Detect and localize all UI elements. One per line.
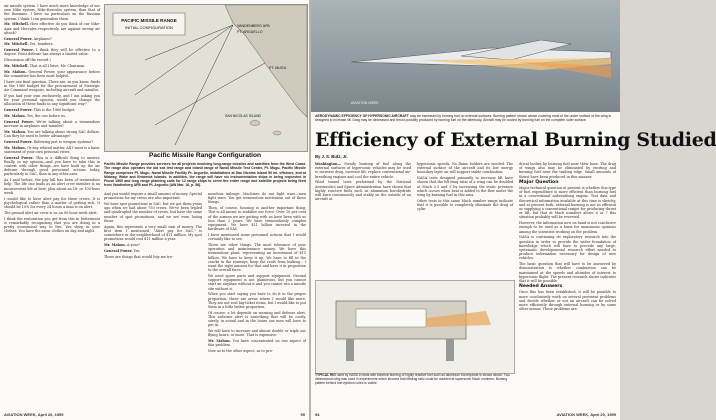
right-column-3 [519, 162, 616, 313]
map-legend-title: PACIFIC MISSILE RANGE [121, 18, 177, 23]
body-paragraph [4, 70, 100, 78]
photo-caption [315, 114, 615, 122]
paragraph-text: However, the information now on hand is not conclusive enough to be used as a basis for unanimous opinions among the scientists working on the problem. [519, 221, 616, 234]
speaker-name: Mr. Mahon. [4, 129, 27, 134]
right-footer: AVIATION WEEK, April 20, 1959 [556, 412, 616, 417]
range-map-figure [104, 4, 308, 152]
paragraph-text: air missile system. I have much more knowledge of our own Nike system, Nike-Hercules system, than that of the Russians. I have no particulars on the Russian system. I think I can generalize them. [4, 4, 100, 21]
test-rig-figure [315, 280, 515, 374]
body-paragraph [104, 255, 202, 259]
body-paragraph [208, 311, 306, 328]
body-paragraph [4, 140, 100, 144]
body-paragraph [4, 58, 100, 62]
paragraph-text: I have mentioned some personnel actions that I would certainly like to see. [208, 233, 306, 242]
body-paragraph [4, 108, 100, 112]
body-paragraph [315, 162, 411, 179]
body-paragraph [4, 211, 100, 215]
body-paragraph [4, 114, 100, 118]
paragraph-text: When you start saying you have to do it in the proper proportion, these are areas where I would like more. They are not real big-ticket items, but I would like to put them in a little better proportion. [208, 292, 306, 310]
speaker-name: General Power. [4, 108, 33, 113]
paragraph-text: I think they will be effective to a degree. Point defense has always a limited value. [4, 48, 101, 57]
paragraph-text: Other tests in this same Mach number range indicate that it is possible to completely eliminate the drag of cylin- [417, 198, 513, 212]
paragraph-text: These are things that would buy me tre- [104, 254, 174, 259]
map-legend-subtitle: INITIAL CONFIGURATION [125, 25, 173, 30]
body-paragraph [208, 339, 306, 347]
photo-caption-text: may be increased by burning fuel on external surfaces. Burning pattern shown above covering most of the under surface of the wing is designed to increase lift. Drag may be decreased and thrust possibly produced by burning fuel on the afterbody. Aircraft may be cooled by burning fuel on the complete outer surface. [315, 114, 612, 123]
speaker-name: General Power. [4, 119, 34, 124]
speaker-name: Mr. Mahon. [4, 145, 26, 150]
body-paragraph [519, 290, 616, 311]
paragraph-text: And you would require a small amount of money. Special promotions for my crews are also important. [104, 192, 202, 201]
section-heading: Major Question [519, 179, 559, 185]
speaker-name: General Power. [4, 155, 34, 160]
test-rig-caption-text: used by NASA in tests with external burning of highly reactive fuel such as aluminum borohydride is shown above. Two dimensional wing was used in experiments which showed that lift/drag ratio could be doubled at supersonic Mach numbers. Burning pattern behind fuel ejection holes is visible. [315, 373, 510, 386]
paragraph-text: NASA tests designed primarily to increase lift have shown that the lift drag ratio of a wing can be doubled at Mach 2.5 and 5 by increasing the static pressure which occurs when heat is added to the flow under the wing by burning fuel in this area. [417, 176, 513, 198]
speaker-name: Mr. Mahon. [208, 339, 231, 344]
paragraph-text: mendous mileage. Machines do not fight wars—men fight wars. You get tremendous motivation out of these things. [208, 192, 306, 205]
test-rig-illustration [316, 281, 514, 373]
body-paragraph [4, 37, 100, 41]
body-paragraph [315, 180, 411, 201]
paragraph-text: Now as to the other aspect, as to pro- [208, 349, 273, 354]
body-paragraph [4, 146, 100, 154]
body-paragraph [519, 235, 616, 260]
speaker-name: Washington— [315, 162, 341, 166]
speaker-name: Mr. Mitchell. [4, 22, 29, 27]
paragraph-text: Steady burning of fuel along the external surfaces of hypersonic vehicles may be used to increase drag, increase lift, replace conventional air-breathing engines and cool the entire vehicle. [315, 162, 412, 179]
body-paragraph [104, 225, 202, 242]
body-paragraph [417, 162, 513, 175]
body-paragraph [4, 64, 100, 68]
body-paragraph [104, 249, 202, 253]
body-paragraph [4, 4, 100, 21]
article-byline: By J. S. Butz, Jr. [315, 154, 348, 159]
speaker-name: General Power. [4, 48, 34, 53]
body-paragraph [4, 80, 100, 93]
paragraph-text: Of course, a lot depends on warning and defense alert. This airborne alert is something that will be costly, surely, in actual and in the hours our men will have to put in. [208, 310, 306, 328]
body-paragraph [4, 197, 100, 210]
paragraph-text: A year? [127, 243, 140, 248]
paragraph-text: (Discussion off the record.) [4, 58, 51, 63]
body-paragraph [4, 130, 100, 138]
paragraph-text: I think the restoration you get from this in betterment is remarkably recognizing that you are doing in a pretty economical way to live. You sleep in your clothes. You have the same clothes on day and night. [4, 216, 100, 234]
body-paragraph [4, 217, 100, 234]
map-label-san-nicolas: SAN NICOLAS ISLAND [225, 114, 261, 118]
paragraph-text: We need spare parts and support equipment. Ground support equipment is not glamorous, but you cannot start an airplane without it and you cannot run a missile site without it. [208, 274, 306, 291]
paragraph-text: I have one final question. There are, as you know, funds in the 1960 budget for the procurement of Strategic Air Command weapons, including aircraft and missiles. [4, 79, 100, 93]
paragraph-text: Then, of course, housing is another important thing. This is all meant to stabilize our force. Over 10 per cent of the airmen we are getting with us have been with us less than 2 years. We have tremendously complex equipment. We have $11 billion invested in the hardware of SAC. [208, 206, 306, 232]
speaker-name: Mr. Mitchell. [4, 42, 29, 47]
map-label-arguello: PT. ARGUELLO [237, 30, 263, 34]
paragraph-text: Yes. [133, 248, 141, 253]
body-paragraph [519, 221, 616, 234]
paragraph-text: How effective do you think of our Nike-Ajax and Hercules respectively are against enemy air attack? [4, 22, 100, 35]
paragraph-text: Yes, bombers. [29, 42, 54, 47]
paragraph-text: This is the 1960 budget. [33, 108, 76, 113]
paragraph-text: General Power, your appearance before the committee has been most helpful. [4, 69, 100, 78]
body-paragraph [208, 349, 306, 353]
body-paragraph [417, 176, 513, 197]
map-label-mugu: PT. MUGU [269, 66, 287, 70]
paragraph-text: Again, this represents a very small sum of money. The first item I mentioned, "Alert pay for SAC," is somewhere in the neighborhood of $11 million. My spot promotions would cost $11 million a year. [104, 224, 202, 242]
paragraph-text: That is all I have, Mr. Chairman. [29, 64, 86, 68]
photo-caption-lead: AERODYNAMIC EFFICIENCY OF HYPERSONIC AIRCRAFT [315, 114, 409, 118]
left-page-number: 95 [300, 412, 305, 417]
test-rig-caption-lead: TYPICAL RIG [315, 373, 336, 377]
paragraph-text: As I said before, the pay bill has been of tremendous help. The life one leads as an alert crew member is an inconvenient life at best; plus about an 18- or 100-hour week. [4, 178, 100, 195]
paragraph-text: There are other things. The most tolerance of your operation and maintenance money. We have this tremendous plant, representing an investment of $11 billion. We have to keep it up. We have to fill in the cracks in the runways, keep the roofs from leaking... I want the right amount for that and have it in proportion to the overall force. [208, 243, 306, 273]
body-paragraph [519, 262, 616, 283]
body-paragraph [4, 48, 100, 56]
body-paragraph [4, 178, 100, 195]
range-map-svg [105, 5, 307, 151]
paragraph-text: Once this has been established, it will be possible to more conclusively work on several pertinent problems and decide whether or not an aircraft can be solved more efficiently through external burning or by some other means. These problems are: [519, 290, 616, 312]
paragraph-text: Or any related matter. All I want is a basic statement of your own personal views. [4, 145, 101, 154]
left-column-3 [208, 192, 306, 355]
body-paragraph [208, 206, 306, 231]
speaker-name: Mr. Mahon. [4, 114, 26, 118]
left-column-2 [104, 192, 202, 260]
paragraph-text: This is a difficult thing to answer. Really, in my opinion—and you have to take this in context with other things—we have built up the air defense through good personnel actions today, particularly in SAC, than in any other area. [4, 155, 101, 177]
paragraph-text: Airplanes? [33, 36, 52, 41]
aircraft-illustration [311, 0, 620, 112]
paragraph-text: We will have to increase and almost double or triple our flying hours, or more. That is expensive. [208, 329, 306, 338]
body-paragraph [4, 156, 100, 177]
paragraph-text: You have concentrated on one aspect of this problem. [208, 339, 306, 348]
speaker-name: Mr. Mahon. [104, 243, 126, 248]
paragraph-text: If you had your own exclusively, and I am asking you for your personal opinion, would you change the allocation of these funds in any significant way? [4, 94, 100, 107]
body-paragraph [208, 233, 306, 241]
paragraph-text: drical bodies by burning fuel near their base. The drag of wings also may be eliminated by exciting and burning fuel near the trailing edge. Small amounts of thrust have been produced in this manner. [519, 162, 616, 179]
body-paragraph [4, 120, 100, 128]
photo-credit: AVIATION WEEK [351, 101, 379, 105]
left-column-1 [4, 4, 100, 235]
map-title: Pacific Missile Range Configuration [148, 152, 262, 159]
body-paragraph [208, 192, 306, 205]
paragraph-text: Referring just to weapon systems? [33, 139, 94, 144]
left-page [0, 0, 309, 420]
paragraph-text: The ground alert air crew is on an 80-hour week alert. [4, 210, 98, 215]
article-headline: Efficiency of External Burning Studied [315, 129, 716, 151]
body-paragraph [208, 329, 306, 337]
hypersonic-aircraft-photo [311, 0, 620, 112]
body-paragraph [4, 42, 100, 46]
speaker-name: General Power. [4, 36, 33, 41]
body-paragraph [104, 192, 202, 200]
body-paragraph [4, 94, 100, 107]
right-column-1 [315, 162, 411, 203]
right-page [311, 0, 716, 420]
paragraph-text: Wind tunnel tests performed by the National Aeronautics and Space Administration have shown that highly reactive fuels such as aluminum borohydride will burn continuously and stably on the outside of an aircraft at [315, 180, 411, 202]
paragraph-text: You are talking about strong SAC dollars. Can they be used to better advantage? [4, 129, 101, 138]
section-heading: Needed Answers [519, 284, 563, 290]
paragraph-text: I would like to have alert pay for these crews. It is psychological rather than a matter of getting rich. It should be 10% for every 24 hours a man is on alert. [4, 196, 100, 210]
speaker-name: Mr. Mahon. [4, 69, 27, 74]
left-footer: AVIATION WEEK, April 20, 1959 [4, 412, 64, 417]
paragraph-text: We're talking about a tremendous increase in airplanes and missiles? [4, 119, 100, 128]
speaker-name: General Power. [4, 139, 33, 144]
paragraph-text: Major technical question at present is whether this type of fuel expenditure is more efficient than burning fuel in a conventional airbreathing engine. Test data and theoretical information available at this time is sketchy, and at present both, external burning is not as efficient as supplying a conventional ramjet for producing thrust or lift, but that at Mach numbers above 6 or 7 this situation probably will be reversed. [519, 186, 616, 220]
paragraph-text: hypersonic speeds. No flame holders are needed. The external surface of the aircraft and its low energy boundary layer on will support stable combustion. [417, 162, 513, 175]
map-caption: Pacific Missile Range provides services for all projects involving long-range missiles and satellites from the West Coast. The range also operates the old sea test range and inland range of Naval Missile Test Center, Pt. Mugu. Pacific Missile Range comprises Pt. Mugu, Naval Missile Facility Pt. Arguello, installations at San Nicolas Island 50 mi. offshore, and at Midway, Wake and Eniwetok Islands. In addition, the range will have six instrumentation ships in being requested in Fiscal 1960 and long range planning calls for 12 range ships to serve the entire range and satellite projects being fired from Vandenberg AFB and Pt. Arguello (AW Mar. 16, p. 56). [104, 162, 306, 188]
body-paragraph [208, 243, 306, 272]
body-paragraph [417, 199, 513, 212]
body-paragraph [104, 202, 202, 223]
test-rig-caption [315, 373, 513, 385]
body-paragraph [104, 243, 202, 247]
body-paragraph [4, 22, 100, 35]
speaker-name: General Power. [104, 248, 133, 253]
speaker-name: Mr. Mitchell. [4, 64, 29, 68]
right-page-number: 94 [315, 412, 320, 417]
paragraph-text: Yes, the one before us. [27, 114, 66, 118]
map-label-vandenberg: VANDENBERG AFB [237, 24, 270, 28]
body-paragraph [208, 274, 306, 291]
paragraph-text: We have spot promotions in SAC, but we got them years ago when we had about 750 crews. We've been tripled and quadrupled the number of crews, but have the same number of spot promotions, and we are even losing those. [104, 202, 202, 223]
paragraph-text: NASA is continuing its exploratory research into the question in order to provide the wider foundation of knowledge which will have to precede any large, systematic developmental research effort needed to produce information necessary for design of new vehicles. [519, 235, 616, 261]
body-paragraph [519, 186, 616, 220]
body-paragraph [208, 292, 306, 309]
right-column-2 [417, 162, 513, 213]
paragraph-text: The basic question that will have to be answered by demonstration is whether combustion can be maintained at the speeds and altitudes of interest to hypersonic flight. The present research shows indicates that it will be possible. [519, 262, 616, 284]
body-paragraph [519, 162, 616, 179]
